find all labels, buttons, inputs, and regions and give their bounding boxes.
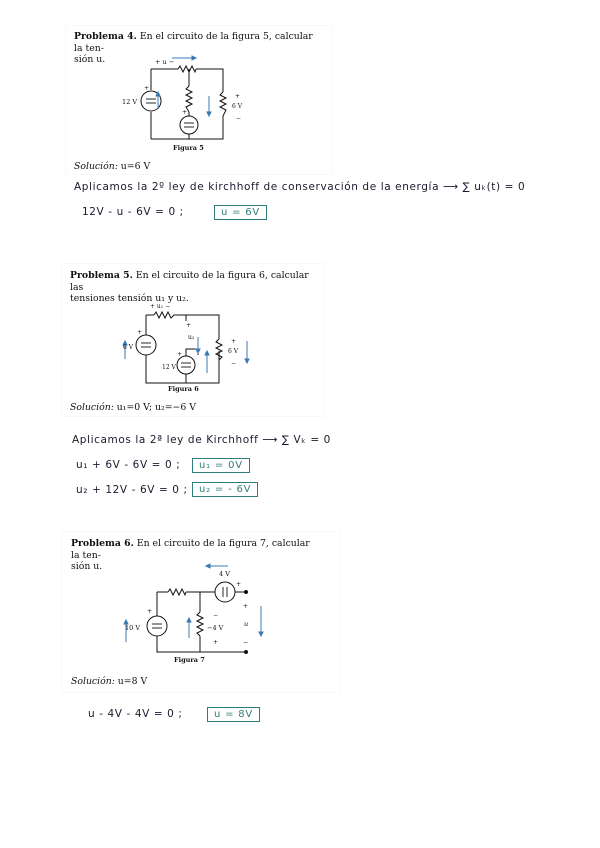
figure-6-bottom-source-label: 12 V <box>162 364 176 371</box>
svg-text:+: + <box>137 329 143 336</box>
problem-6-solution-value: u=8 V <box>117 676 148 687</box>
figure-5-resistor-label: 6 V <box>232 103 243 110</box>
svg-text:+: + <box>147 608 153 615</box>
figure-7-right-label: u <box>244 620 249 628</box>
svg-text:−: − <box>236 115 242 122</box>
svg-text:+: + <box>231 338 237 345</box>
problem-5-solution-label: Solución: <box>70 402 114 413</box>
figure-7-left-source-label: 10 V <box>125 624 141 632</box>
figure-6-caption: Figura 6 <box>168 385 199 393</box>
problem-5-solution-value: u₁=0 V; u₂=−6 V <box>116 402 196 413</box>
figure-7-top-source-label: 4 V <box>219 570 230 578</box>
svg-text:+: + <box>243 603 249 610</box>
svg-text:+: + <box>182 109 188 116</box>
figure-6-mid-label: u₂ <box>188 334 195 341</box>
figure-6-circuit <box>106 299 266 395</box>
problem-5-answer-u2-box: u₂ = - 6V <box>192 482 258 497</box>
problem-5-work-line2: u₁ + 6V - 6V = 0 ; <box>76 459 181 471</box>
svg-text:+: + <box>144 85 150 92</box>
problem-6-solution <box>71 676 147 687</box>
figure-7-circuit <box>112 562 282 672</box>
problem-4-heading: Problema 4. <box>74 31 137 42</box>
problem-5-work-line3: u₂ + 12V - 6V = 0 ; <box>76 484 188 496</box>
svg-text:+: + <box>235 93 241 100</box>
svg-text:+: + <box>213 639 219 646</box>
figure-5-top-label: + u − <box>155 58 175 66</box>
problem-6-solution-label: Solución: <box>71 676 115 687</box>
problem-5-work-line1: Aplicamos la 2ª ley de Kirchhoff ⟶ ∑ Vₖ = 0 <box>72 434 331 446</box>
figure-6-left-source-label: 6 V <box>123 344 134 351</box>
svg-text:−: − <box>213 612 219 619</box>
problem-6-answer-box: u = 8V <box>207 707 260 722</box>
figure-5-circuit <box>118 54 258 154</box>
problem-6-text-line1: En el circuito de la figura 7, calcular la ten- <box>71 538 310 561</box>
figure-7-caption: Figura 7 <box>174 656 205 664</box>
svg-text:+: + <box>186 322 192 329</box>
problem-6-heading: Problema 6. <box>71 538 134 549</box>
figure-7-middle-label: −4 V <box>207 624 224 632</box>
problem-4-work-line1: Aplicamos la 2º ley de kirchhoff de conservación de la energía ⟶ ∑ uₖ(t) = 0 <box>74 181 526 193</box>
svg-text:−: − <box>231 360 237 367</box>
problem-4-text-line2: sión u. <box>74 54 106 65</box>
problem-6-text-line2: sión u. <box>71 561 103 572</box>
svg-text:−: − <box>243 639 249 646</box>
problem-5-text-line1: En el circuito de la figura 6, calcular las <box>70 270 309 293</box>
problem-6-work-line1: u - 4V - 4V = 0 ; <box>88 708 183 720</box>
problem-5-answer-u1-box: u₁ = 0V <box>192 458 250 473</box>
problem-4-text-line1: En el circuito de la figura 5, calcular la ten- <box>74 31 313 54</box>
problem-5-heading: Problema 5. <box>70 270 133 281</box>
figure-6-right-label: 6 V <box>228 348 239 355</box>
figure-6-top-label: + u₁ − <box>150 303 171 310</box>
problem-4-solution-value: u=6 V <box>120 161 151 172</box>
problem-5-text-line2: tensiones tensión u₁ y u₂. <box>70 293 189 304</box>
problem-4-solution-label: Solución: <box>74 161 118 172</box>
problem-4-solution <box>74 161 150 172</box>
svg-text:+: + <box>236 581 242 588</box>
figure-5-caption: Figura 5 <box>173 144 204 152</box>
svg-text:+: + <box>177 351 183 358</box>
problem-5-solution <box>70 402 196 413</box>
problem-4-work-line2: 12V - u - 6V = 0 ; <box>82 206 184 218</box>
problem-4-answer-box: u = 6V <box>214 205 267 220</box>
figure-5-source-label: 12 V <box>122 98 138 106</box>
